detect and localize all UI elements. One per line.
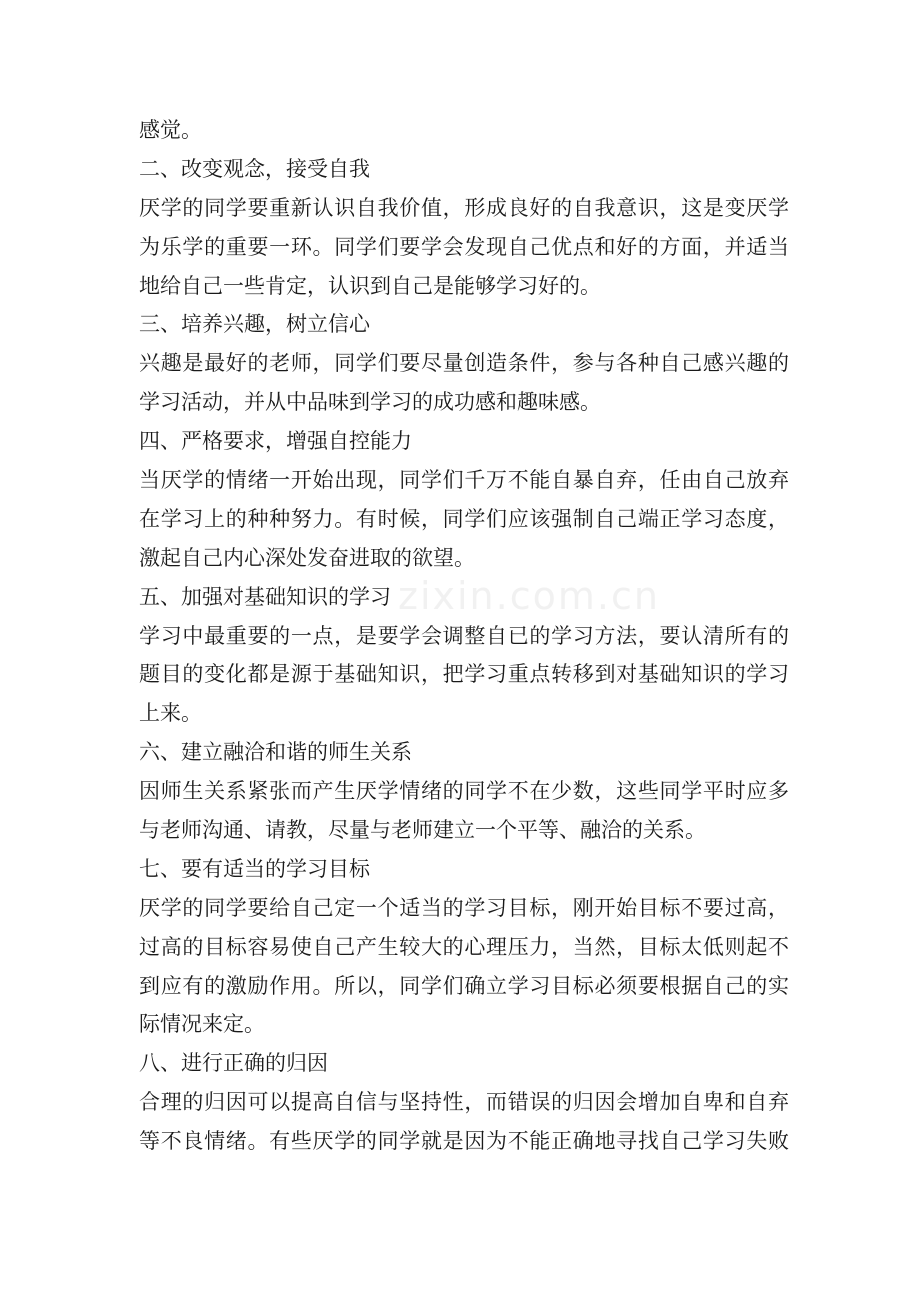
paragraph-line: 在学习上的种种努力。有时候，同学们应该强制自己端正学习态度，	[139, 506, 789, 531]
watermark: zixin.com.cn	[398, 574, 660, 618]
paragraph-line: 过高的目标容易使自己产生较大的心理压力，当然，目标太低则起不	[139, 934, 789, 959]
paragraph-line: 兴趣是最好的老师，同学们要尽量创造条件，参与各种自己感兴趣的	[139, 351, 789, 376]
section-heading: 八、进行正确的归因	[139, 1051, 328, 1076]
paragraph-line: 激起自己内心深处发奋进取的欲望。	[139, 545, 475, 570]
section-heading: 三、培养兴趣，树立信心	[139, 312, 370, 337]
paragraph-line: 为乐学的重要一环。同学们要学会发现自己优点和好的方面，并适当	[139, 234, 789, 259]
paragraph-line: 到应有的激励作用。所以，同学们确立学习目标必须要根据自己的实	[139, 973, 789, 998]
section-heading: 五、加强对基础知识的学习	[139, 584, 391, 609]
paragraph-line: 因师生关系紧张而产生厌学情绪的同学不在少数，这些同学平时应多	[139, 779, 789, 804]
paragraph-line: 感觉。	[139, 118, 202, 142]
paragraph-line: 际情况来定。	[139, 1012, 265, 1037]
paragraph-line: 厌学的同学要重新认识自我价值，形成良好的自我意识，这是变厌学	[139, 195, 789, 220]
paragraph-line: 等不良情绪。有些厌学的同学就是因为不能正确地寻找自己学习失败	[139, 1129, 789, 1154]
section-heading: 六、建立融洽和谐的师生关系	[139, 740, 412, 765]
section-heading: 七、要有适当的学习目标	[139, 856, 370, 881]
paragraph-line: 合理的归因可以提高自信与坚持性，而错误的归因会增加自卑和自弃	[139, 1090, 789, 1115]
section-heading: 四、严格要求，增强自控能力	[139, 429, 412, 454]
paragraph-line: 题目的变化都是源于基础知识，把学习重点转移到对基础知识的学习	[139, 662, 789, 687]
paragraph-line: 当厌学的情绪一开始出现，同学们千万不能自暴自弃，任由自己放弃	[139, 468, 789, 493]
document-body	[139, 111, 789, 1161]
section-heading: 二、改变观念，接受自我	[139, 156, 370, 181]
paragraph-line: 学习中最重要的一点，是要学会调整自已的学习方法，要认清所有的	[139, 623, 789, 648]
paragraph-line: 学习活动，并从中品味到学习的成功感和趣味感。	[139, 390, 601, 415]
paragraph-line: 与老师沟通、请教，尽量与老师建立一个平等、融洽的关系。	[139, 818, 706, 843]
paragraph-line: 地给自己一些肯定，认识到自己是能够学习好的。	[139, 273, 601, 298]
paragraph-line: 上来。	[139, 701, 202, 726]
paragraph-line: 厌学的同学要给自己定一个适当的学习目标，刚开始目标不要过高，	[139, 895, 789, 920]
